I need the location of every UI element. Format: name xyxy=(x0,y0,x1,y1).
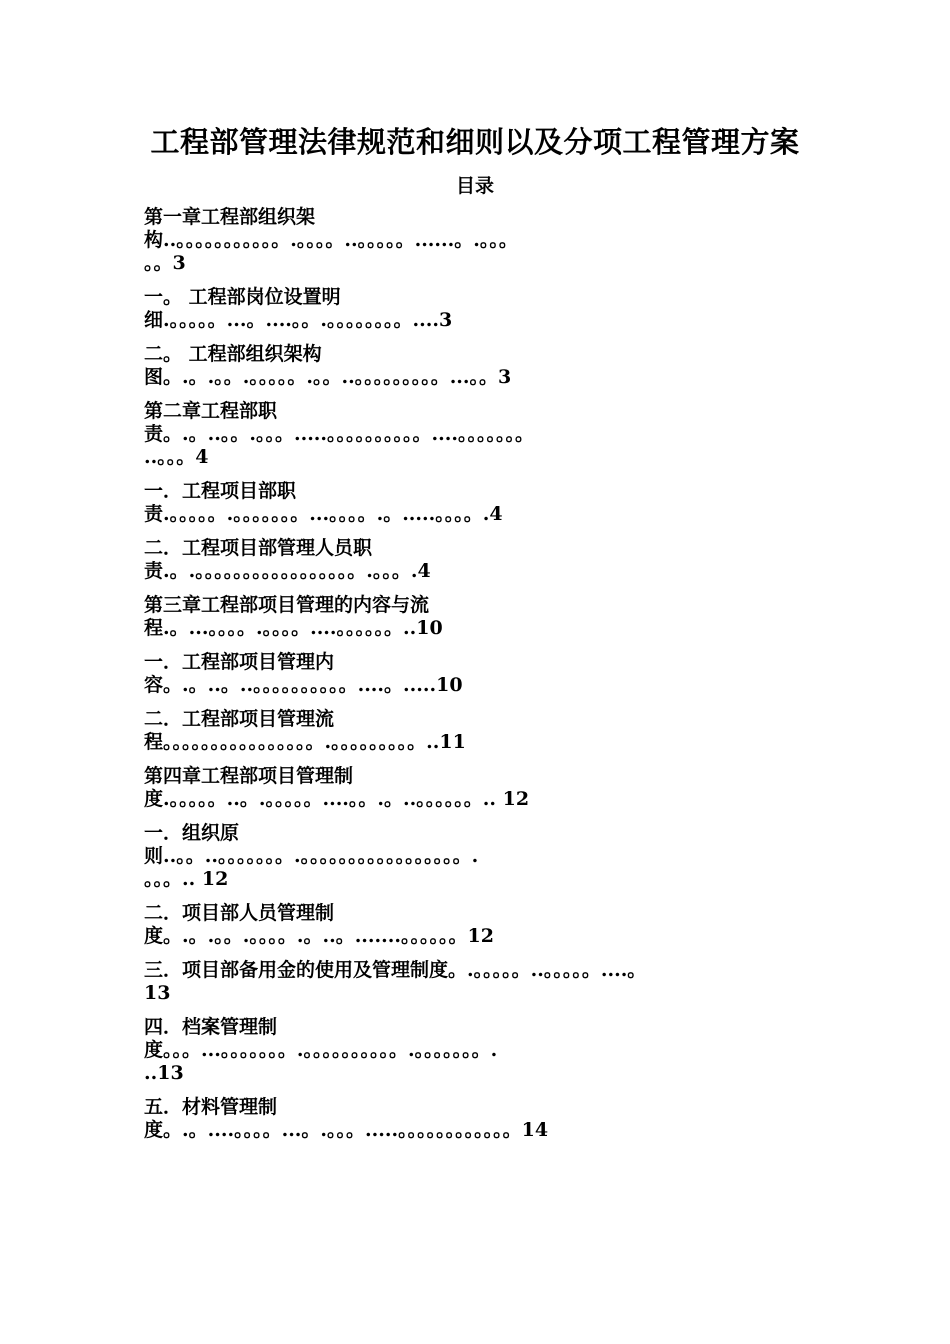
toc-heading: 目录 xyxy=(455,175,494,197)
toc-line: 度。。。...。。。。。。。.。。。。。。。。。。.。。。。。。。. xyxy=(144,1039,498,1061)
toc-line: 一．组织原 xyxy=(144,822,240,844)
toc-line: 第二章工程部职 xyxy=(144,400,278,422)
toc-entry[interactable] xyxy=(144,594,814,640)
toc-entry[interactable] xyxy=(144,822,814,891)
toc-line: 细.。。。。。...。....。。.。。。。。。。。....3 xyxy=(144,309,453,331)
toc-line: 三．项目部备用金的使用及管理制度。.。。。。。..。。。。。....。 xyxy=(144,959,647,981)
toc-line: 一。 工程部岗位设置明 xyxy=(144,286,341,308)
toc-line: 度.。。。。。..。.。。。。。....。。.。..。。。。。。.. 12 xyxy=(144,788,530,810)
toc-line: 容。.。..。..。。。。。。。。。。....。.....10 xyxy=(144,674,463,696)
toc-entry[interactable] xyxy=(144,902,814,948)
toc-line: 第三章工程部项目管理的内容与流 xyxy=(144,594,430,616)
toc-entry[interactable] xyxy=(144,400,814,469)
toc-line: 二．工程项目部管理人员职 xyxy=(144,537,373,559)
toc-line: 一．工程部项目管理内 xyxy=(144,651,335,673)
toc-line: 责。.。..。。.。。。.....。。。。。。。。。。....。。。。。。。 xyxy=(144,423,534,445)
toc-line: 四．档案管理制 xyxy=(144,1016,278,1038)
toc-line: 则..。。..。。。。。。。.。。。。。。。。。。。。。。。。。. xyxy=(144,845,479,867)
toc-line: 度。.。.。。.。。。。.。..。.......。。。。。。12 xyxy=(144,925,494,947)
toc-entry[interactable] xyxy=(144,1096,814,1142)
toc-line: 二．工程部项目管理流 xyxy=(144,708,335,730)
toc-line: 度。.。....。。。。...。.。。。.....。。。。。。。。。。。。14 xyxy=(144,1119,549,1141)
toc-line: 。。3 xyxy=(144,252,186,274)
toc-entry[interactable] xyxy=(144,206,814,275)
toc-line: 构..。。。。。。。。。。。.。。。。..。。。。。......。.。。。 xyxy=(144,229,518,251)
toc-entry[interactable] xyxy=(144,708,814,754)
toc-entry[interactable] xyxy=(144,286,814,332)
toc-line: ..13 xyxy=(144,1062,184,1084)
toc-entry[interactable] xyxy=(144,343,814,389)
toc-entry[interactable] xyxy=(144,1016,814,1085)
toc-line: 责.。.。。。。。。。。。。。。。。。。。.。。。.4 xyxy=(144,560,431,582)
toc-entry[interactable] xyxy=(144,537,814,583)
toc-line: 二。 工程部组织架构 xyxy=(144,343,322,365)
toc-line: 第四章工程部项目管理制 xyxy=(144,765,354,787)
toc-line: 程。。。。。。。。。。。。。。。。.。。。。。。。。。..11 xyxy=(144,731,466,753)
toc-line: 二．项目部人员管理制 xyxy=(144,902,335,924)
toc-entry[interactable] xyxy=(144,765,814,811)
toc-entry[interactable] xyxy=(144,959,814,1005)
toc-line: 责.。。。。。.。。。。。。。...。。。。.。.....。。。。.4 xyxy=(144,503,503,525)
table-of-contents xyxy=(144,206,814,1153)
toc-line: 五．材料管理制 xyxy=(144,1096,278,1118)
toc-line: 一．工程项目部职 xyxy=(144,480,297,502)
document-title: 工程部管理法律规范和细则以及分项工程管理方案 xyxy=(150,125,800,159)
toc-line: 。。。.. 12 xyxy=(144,868,229,890)
toc-line: ..。。。4 xyxy=(144,446,209,468)
toc-entry[interactable] xyxy=(144,480,814,526)
toc-line: 程.。...。。。。.。。。。....。。。。。。..10 xyxy=(144,617,443,639)
toc-line: 13 xyxy=(144,982,171,1004)
toc-line: 图。.。.。。.。。。。。.。。..。。。。。。。。。...。。3 xyxy=(144,366,512,388)
toc-line: 第一章工程部组织架 xyxy=(144,206,316,228)
toc-entry[interactable] xyxy=(144,651,814,697)
